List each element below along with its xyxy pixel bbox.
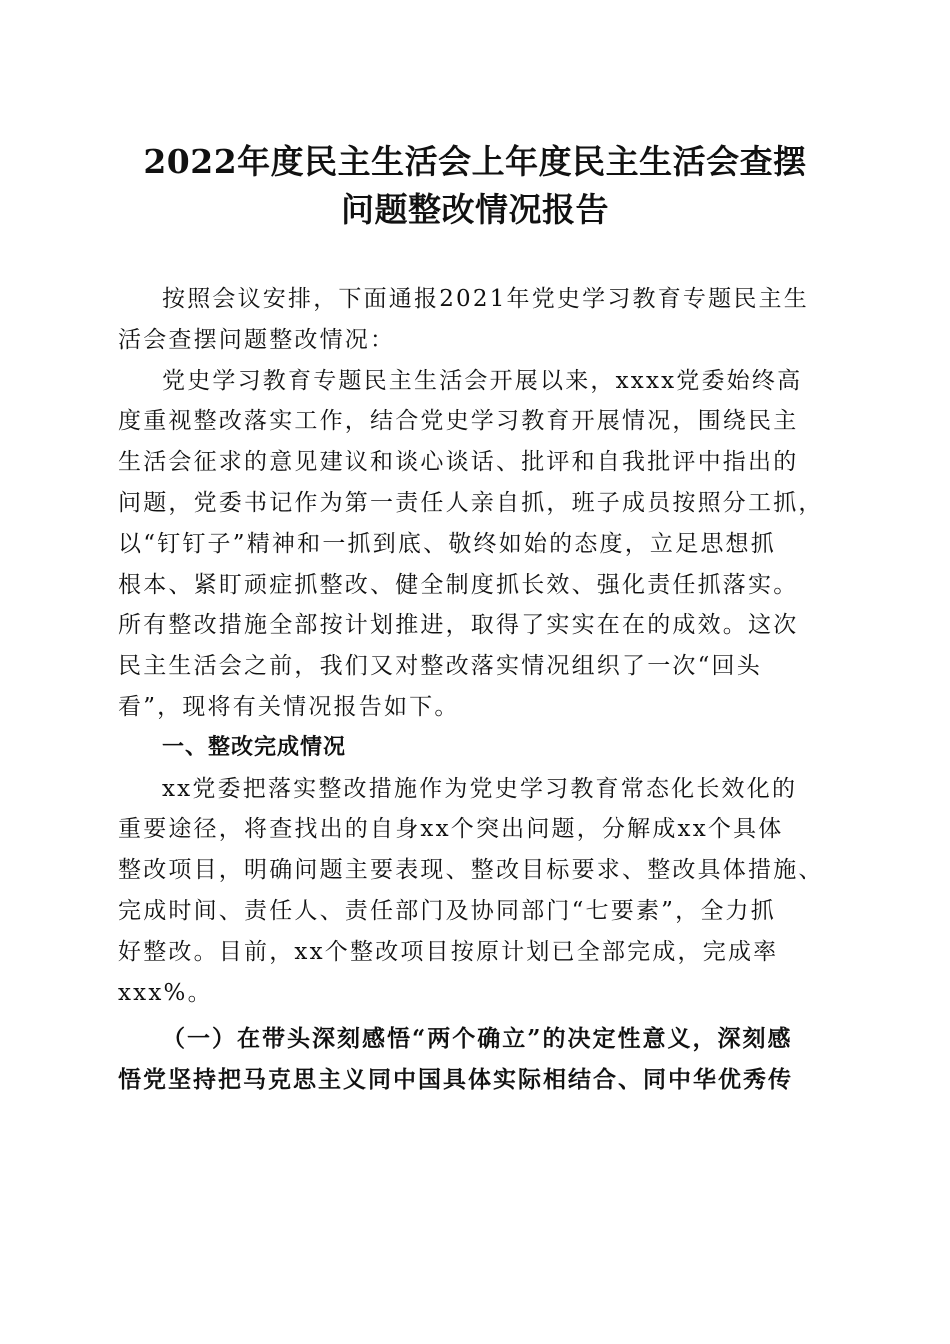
text-line: xxx%。 <box>118 979 213 1006</box>
text-line: 悟党坚持把马克思主义同中国具体实际相结合、同中华优秀传 <box>118 1066 793 1094</box>
text-line: 生活会征求的意见建议和谈心谈话、批评和自我批评中指出的 <box>118 449 799 476</box>
text-line: 所有整改措施全部按计划推进，取得了实实在在的成效。这次 <box>118 612 799 639</box>
document-title <box>100 138 850 234</box>
sub-heading-paragraph <box>118 1019 833 1101</box>
text-line: 活会查摆问题整改情况： <box>118 326 396 353</box>
completion-paragraph <box>118 769 833 1014</box>
text-line: 看”，现将有关情况报告如下。 <box>118 693 460 720</box>
text-line: 重要途径，将查找出的自身xx个突出问题，分解成xx个具体 <box>118 816 784 843</box>
text-line: 以“钉钉子”精神和一抓到底、敬终如始的态度，立足思想抓 <box>118 530 776 557</box>
document-body <box>118 279 833 1101</box>
text-line: 民主生活会之前，我们又对整改落实情况组织了一次“回头 <box>118 653 762 680</box>
overview-paragraph <box>118 361 833 728</box>
intro-paragraph <box>118 279 833 361</box>
title-line-2: 问题整改情况报告 <box>341 190 609 229</box>
text-line: 按照会议安排，下面通报2021年党史学习教育专题民主生 <box>162 286 809 312</box>
text-line: 根本、紧盯顽症抓整改、健全制度抓长效、强化责任抓落实。 <box>118 571 799 598</box>
section-heading-text: 一、整改完成情况 <box>162 734 347 760</box>
text-line: 度重视整改落实工作，结合党史学习教育开展情况，围绕民主 <box>118 408 799 435</box>
text-line: 问题，党委书记作为第一责任人亲自抓，班子成员按照分工抓， <box>118 489 824 516</box>
text-line: xx党委把落实整改措施作为党史学习教育常态化长效化的 <box>162 775 798 802</box>
text-line: 整改项目，明确问题主要表现、整改目标要求、整改具体措施、 <box>118 857 824 884</box>
text-line: 好整改。目前，xx个整改项目按原计划已全部完成，完成率 <box>118 938 779 965</box>
section-heading <box>118 728 833 769</box>
text-line: 党史学习教育专题民主生活会开展以来，xxxx党委始终高 <box>162 367 803 394</box>
title-line-1: 2022年度民主生活会上年度民主生活会查摆 <box>143 142 807 181</box>
text-line: 完成时间、责任人、责任部门及协同部门“七要素”，全力抓 <box>118 897 776 924</box>
text-line: （一）在带头深刻感悟“两个确立”的决定性意义，深刻感 <box>162 1025 793 1053</box>
